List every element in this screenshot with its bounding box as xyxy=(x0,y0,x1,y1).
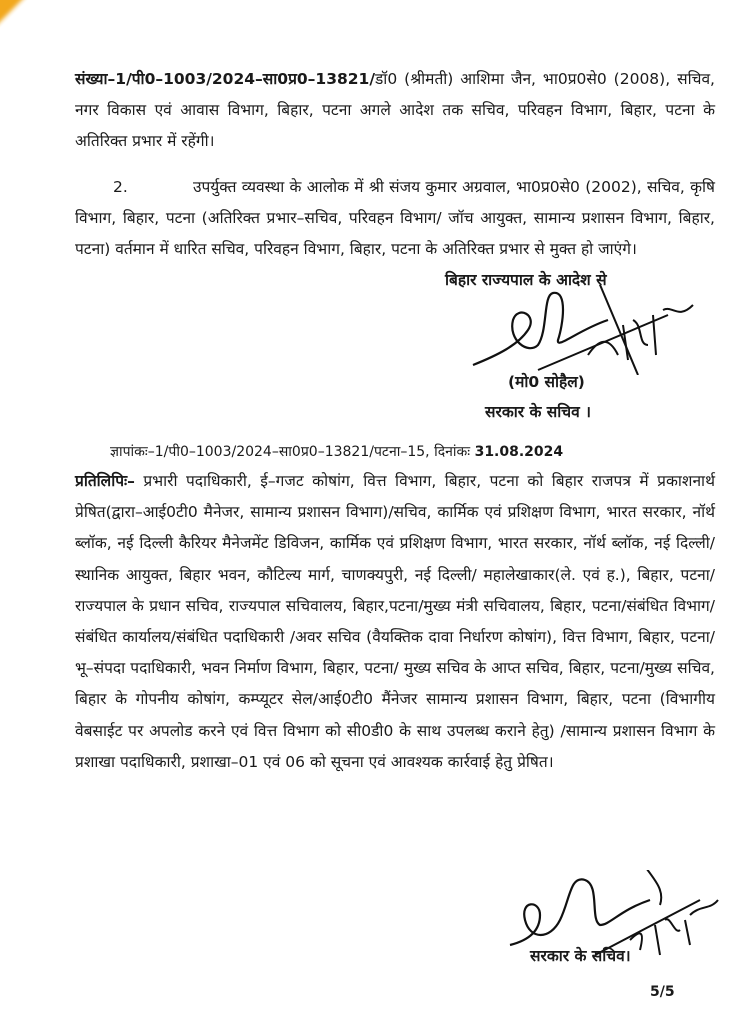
copy-to-label: प्रतिलिपिः– xyxy=(75,472,135,490)
order-reference: संख्या–1/पी0–1003/2024–सा0प्र0–13821/ xyxy=(75,70,376,88)
order-by-governor: बिहार राज्यपाल के आदेश से xyxy=(445,271,607,289)
signatory-title: सरकार के सचिव । xyxy=(485,403,591,421)
paragraph-number: 2. xyxy=(113,178,128,196)
copy-to-section xyxy=(75,466,715,778)
page-number: 5/5 xyxy=(650,984,675,1000)
page-corner-fold xyxy=(0,0,28,28)
memo-date: 31.08.2024 xyxy=(474,444,564,460)
paragraph-2 xyxy=(75,172,715,265)
signatory-title-2: सरकार के सचिव। xyxy=(530,947,631,965)
copy-to-text: प्रभारी पदाधिकारी, ई–गजट कोषांग, वित्त विभाग, बिहार, पटना को बिहार राजपत्र में प्रकाशनार्थ प्रेषित(द्वारा–आई0टी0 मैनेजर, सामान्य प्रशासन विभाग)/सचिव, कार्मिक एवं प्रशिक्षण विभाग, भारत सरकार, नॉर्थ ब्लॉक, नई दिल्ली कैरियर मैनेजमेंट डिविजन, कार्मिक एवं प्रशिक्षण विभाग, भारत सरकार, नॉर्थ ब्लॉक, नई दिल्ली/स्थानिक आयुक्त, बिहार भवन, कौटिल्य मार्ग, चाणक्यपुरी, नई दिल्ली/ महालेखाकार(ले. एवं ह.), बिहार, पटना/राज्यपाल के प्रधान सचिव, राज्यपाल सचिवालय, बिहार,पटना/मुख्य मंत्री सचिवालय, बिहार, पटना/संबंधित विभाग/संबंधित कार्यालय/संबंधित पदाधिकारी /अवर सचिव (वैयक्तिक दावा निर्धारण कोषांग), वित्त विभाग, बिहार, पटना/ भू–संपदा पदाधिकारी, भवन निर्माण विभाग, बिहार, पटना/ मुख्य सचिव के आप्त सचिव, बिहार, पटना/मुख्य सचिव, बिहार के गोपनीय कोषांग, कम्प्यूटर सेल/आई0टी0 मैंनेजर सामान्य प्रशासन विभाग, बिहार, पटना (विभागीय वेबसाईट पर अपलोड करने एवं वित्त विभाग को सी0डी0 के साथ उपलब्ध कराने हेतु) /सामान्य प्रशासन विभाग के प्रशाखा पदाधिकारी, प्रशाखा–01 एवं 06 को सूचना एवं आवश्यक कार्रवाई हेतु प्रेषित। xyxy=(75,472,715,771)
paragraph-2-text: उपर्युक्त व्यवस्था के आलोक में श्री संजय कुमार अग्रवाल, भा0प्र0से0 (2002), सचिव, कृषि विभाग, बिहार, पटना (अतिरिक्त प्रभार–सचिव, परिवहन विभाग/ जॉच आयुक्त, सामान्य प्रशासन विभाग, बिहार, पटना) वर्तमान में धारित सचिव, परिवहन विभाग, बिहार, पटना के अतिरिक्त प्रभार से मुक्त हो जाएंगे। xyxy=(75,178,715,258)
signature-1 xyxy=(468,285,698,375)
memo-number: ज्ञापांकः–1/पी0–1003/2024–सा0प्र0–13821/पटना–15, दिनांकः xyxy=(110,444,471,460)
paragraph-1 xyxy=(75,64,715,157)
signatory-name: (मो0 सोहैल) xyxy=(508,373,585,391)
memo-reference xyxy=(110,438,563,466)
paragraph-1-text: डॉ0 (श्रीमती) आशिमा जैन, भा0प्र0से0 (2008), सचिव, नगर विकास एवं आवास विभाग, बिहार, पटना अगले आदेश तक सचिव, परिवहन विभाग, बिहार, पटना के अतिरिक्त प्रभार में रहेंगी। xyxy=(75,70,715,150)
